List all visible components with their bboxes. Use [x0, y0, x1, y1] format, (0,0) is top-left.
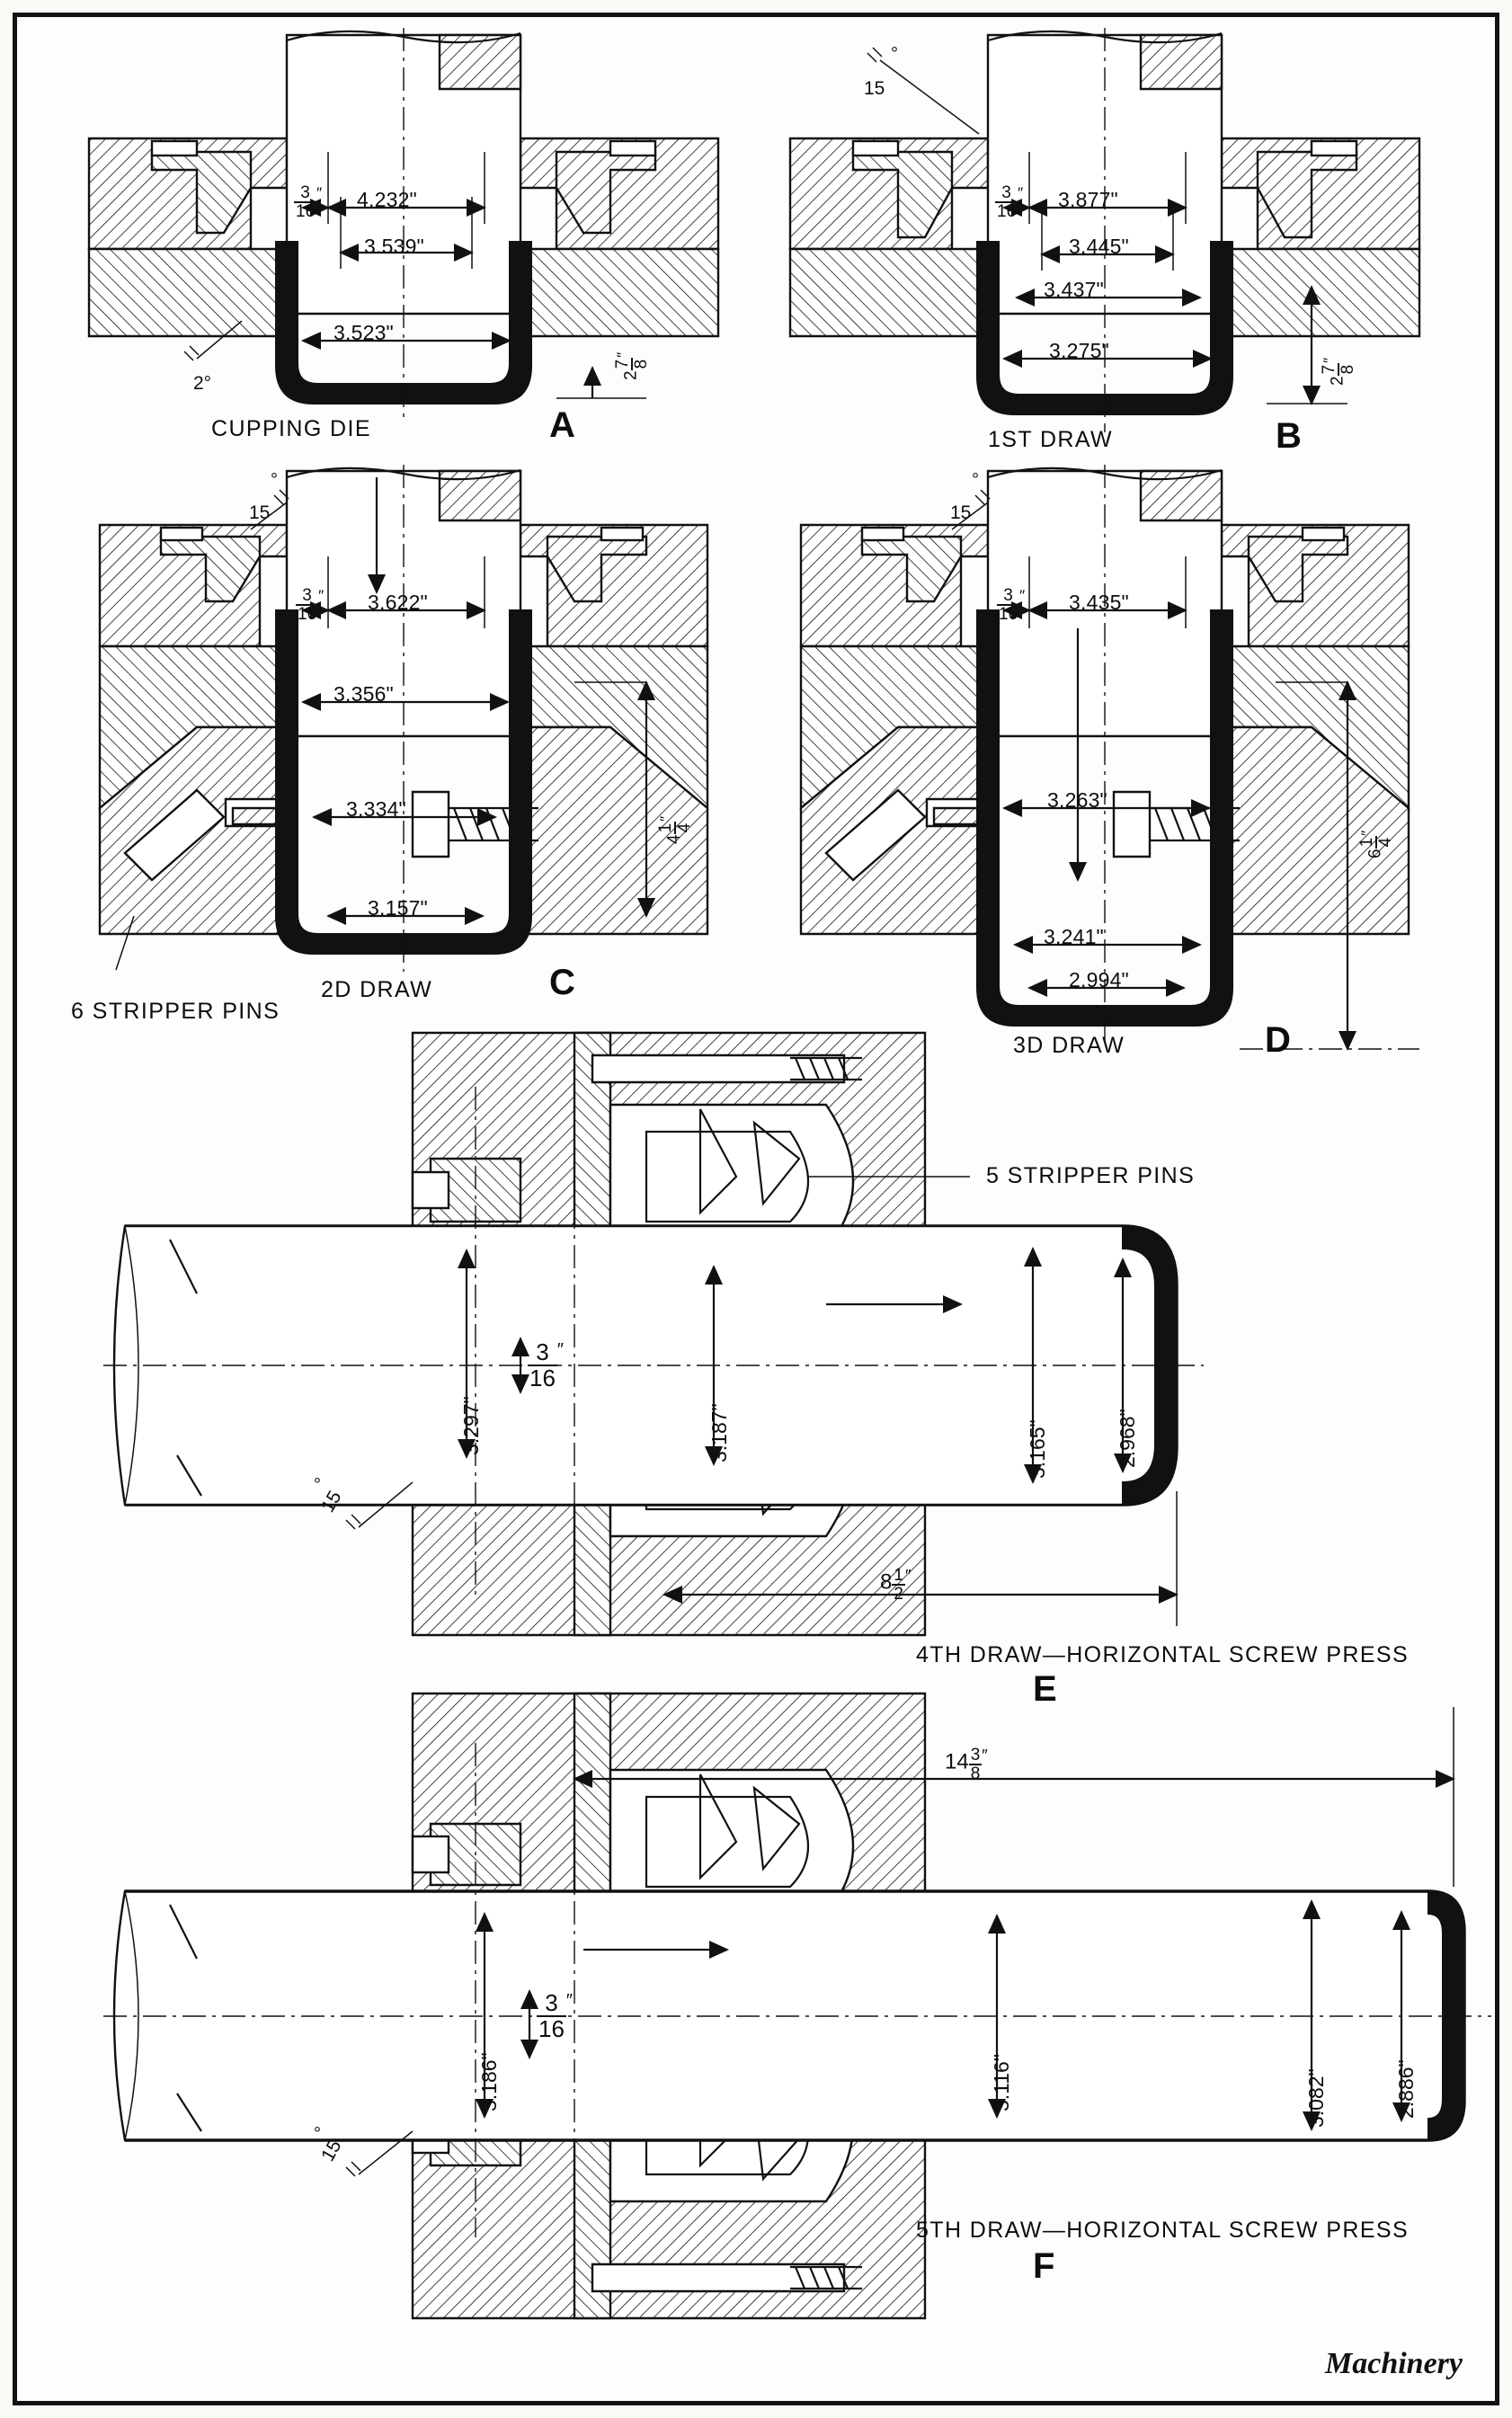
- dim-f-3186: 3.186": [477, 2052, 501, 2111]
- dim-d-depth: 6 1 4 ″: [1357, 830, 1396, 858]
- dim-b-3437: 3.437": [1044, 278, 1104, 301]
- dim-a-3539: 3.539": [364, 235, 424, 258]
- dim-e-3187: 3.187": [707, 1403, 731, 1462]
- figure-frame: [13, 13, 1499, 2405]
- dim-f-deg: °: [314, 2124, 321, 2144]
- dim-e-15: 15: [317, 1487, 346, 1516]
- dim-a-4232: 4.232": [357, 188, 417, 211]
- dim-c-punch-land: $\frac{3}{16}$ ″: [298, 586, 325, 625]
- dim-d-2994: 2.994": [1069, 968, 1129, 991]
- caption-d: 3D DRAW: [1013, 1033, 1125, 1058]
- dim-e-deg: °: [314, 1475, 321, 1495]
- dim-b-deg: °: [891, 44, 898, 64]
- dim-d-3263: 3.263": [1047, 788, 1107, 812]
- dim-c-deg: °: [271, 470, 278, 490]
- letter-f: F: [1033, 2246, 1055, 2286]
- dim-a-2deg: 2°: [193, 373, 212, 394]
- dim-c-3334: 3.334": [346, 797, 406, 821]
- dim-a-depth: 2 7 8 ″: [613, 351, 652, 380]
- caption-b: 1ST DRAW: [988, 427, 1113, 452]
- panel-e-drawing: [103, 1033, 1204, 1635]
- dim-f-punch-land: $\frac{3}{16}$ ″: [538, 1989, 574, 2042]
- dim-f-2886: 2.886": [1394, 2059, 1418, 2119]
- dim-f-3116: 3.116": [990, 2053, 1013, 2111]
- dim-b-3275: 3.275": [1049, 339, 1109, 362]
- dim-b-3877: 3.877": [1058, 188, 1118, 211]
- note-e-stripper-pins: 5 STRIPPER PINS: [986, 1163, 1196, 1188]
- dim-b-15: 15: [864, 78, 885, 99]
- dim-e-3297: 3.297": [459, 1396, 483, 1455]
- letter-b: B: [1276, 416, 1302, 456]
- caption-a: CUPPING DIE: [211, 416, 371, 441]
- panel-d-drawing: [801, 465, 1419, 1049]
- dim-b-punch-land: $\frac{3}{16}$ ″: [997, 183, 1024, 222]
- dim-c-15: 15: [249, 502, 271, 523]
- dim-c-3356: 3.356": [334, 682, 394, 706]
- dim-b-3445: 3.445": [1069, 235, 1129, 258]
- figure-drawing: [17, 17, 1495, 2401]
- letter-e: E: [1033, 1669, 1057, 1709]
- dim-c-3157: 3.157": [368, 896, 428, 920]
- dim-c-3622: 3.622": [368, 591, 428, 614]
- source-credit: Machinery: [1325, 2347, 1463, 2380]
- dim-a-3523: 3.523": [334, 321, 394, 344]
- dim-b-depth: 2 7 8 ″: [1320, 357, 1358, 386]
- caption-c: 2D DRAW: [321, 977, 433, 1002]
- dim-c-depth: 4 1 4 ″: [656, 815, 695, 844]
- dim-f-15: 15: [317, 2136, 346, 2165]
- dim-d-punch-land: $\frac{3}{16}$ ″: [999, 586, 1026, 625]
- dim-e-2968: 2.968": [1116, 1409, 1139, 1468]
- letter-d: D: [1265, 1020, 1291, 1060]
- dim-a-punch-land: $\frac{3}{16}$ ″: [296, 183, 323, 222]
- dim-d-15: 15: [950, 502, 972, 523]
- dim-f-3082: 3.082": [1304, 2068, 1328, 2128]
- dim-e-3165: 3.165": [1026, 1419, 1049, 1479]
- caption-e: 4TH DRAW—HORIZONTAL SCREW PRESS: [916, 1642, 1410, 1667]
- note-c-stripper-pins: 6 STRIPPER PINS: [71, 999, 280, 1024]
- dim-e-punch-land: $\frac{3}{16}$ ″: [529, 1338, 565, 1391]
- dim-d-3435: 3.435": [1069, 591, 1129, 614]
- letter-c: C: [549, 963, 575, 1002]
- caption-f: 5TH DRAW—HORIZONTAL SCREW PRESS: [916, 2218, 1410, 2243]
- letter-a: A: [549, 405, 575, 445]
- dim-e-length: 8 $\frac{1}{2}$ ″: [880, 1566, 912, 1605]
- dim-d-3241: 3.241": [1044, 925, 1104, 948]
- dim-f-length: 14 $\frac{3}{8}$ ″: [945, 1746, 988, 1784]
- dim-d-deg: °: [972, 470, 979, 490]
